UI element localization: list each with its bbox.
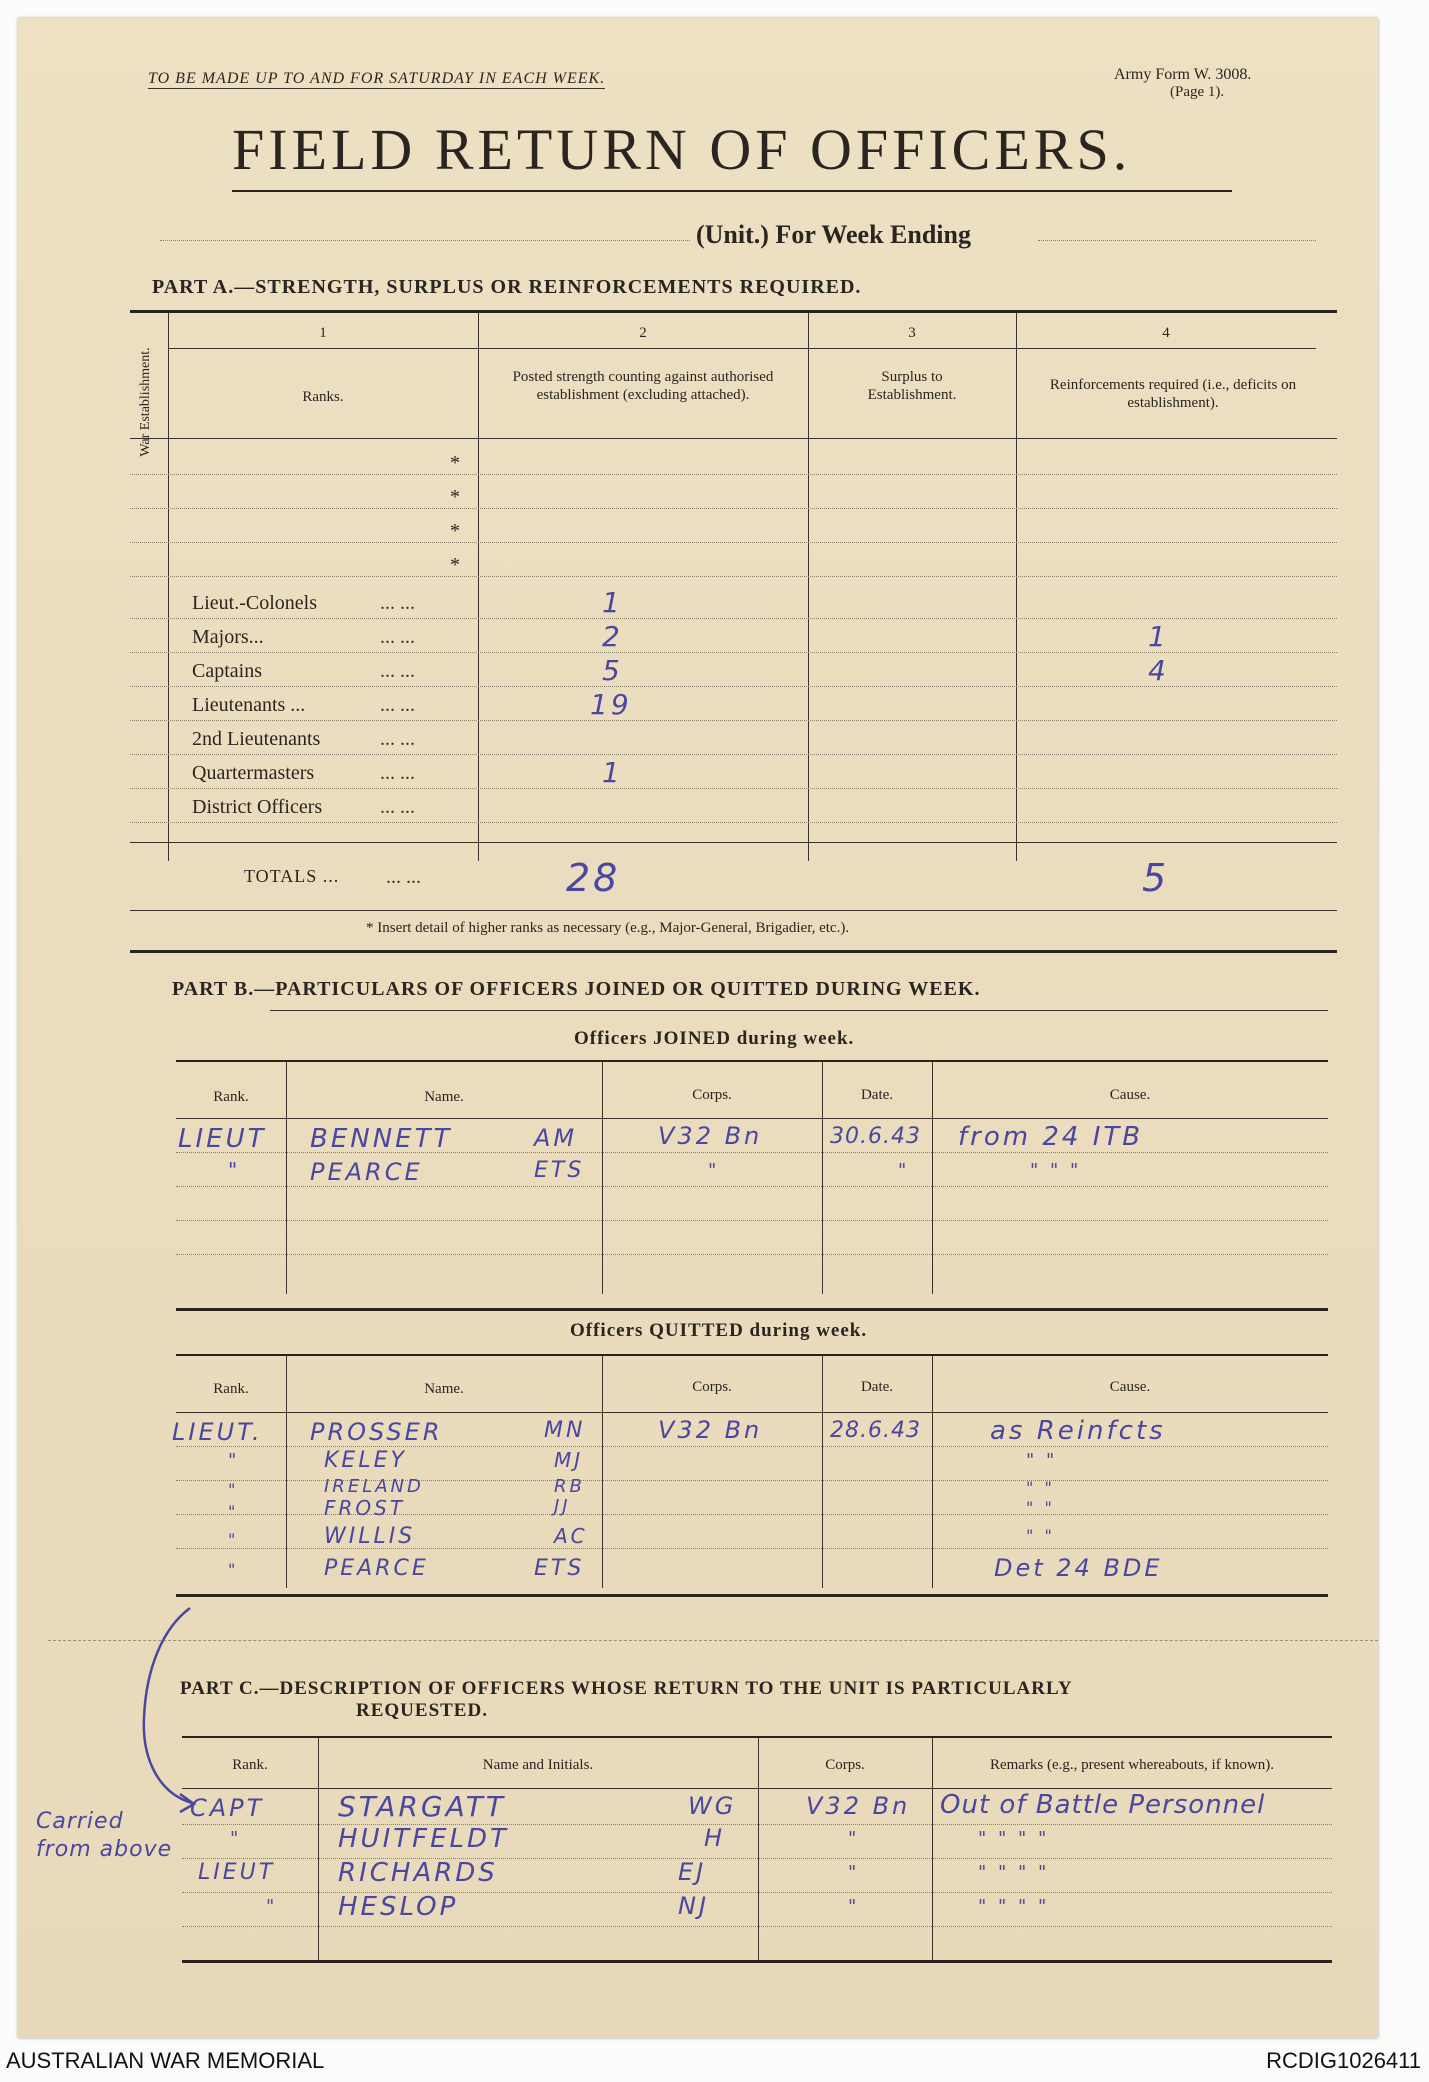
joined-init-1: AM — [534, 1124, 578, 1152]
joined-col-name: Name. — [424, 1089, 464, 1105]
rank-lieut-colonels: Lieut.-Colonels — [192, 592, 317, 614]
part-c-corps-4: " — [848, 1896, 860, 1917]
row-dots: ... ... — [386, 866, 421, 888]
quitted-name-1: PROSSER — [310, 1418, 443, 1446]
quitted-init-1: MN — [544, 1418, 586, 1443]
row-dots: ... ... — [380, 592, 415, 614]
quitted-col-cause: Cause. — [1109, 1379, 1151, 1395]
margin-note: Carried from above — [36, 1809, 173, 1862]
part-c-name-4: HESLOP — [338, 1892, 459, 1922]
joined-cause-1: from 24 ITB — [958, 1122, 1144, 1152]
totals-posted: 28 — [566, 856, 621, 900]
quitted-rank-4: " — [228, 1502, 239, 1521]
joined-title: Officers JOINED during week. — [574, 1028, 855, 1049]
joined-rank-1: LIEUT — [178, 1124, 267, 1154]
quitted-cause-6: Det 24 BDE — [994, 1554, 1163, 1582]
rank-district-officers: District Officers — [192, 796, 323, 818]
quitted-col-rank: Rank. — [213, 1381, 249, 1397]
joined-init-2: ETS — [534, 1158, 585, 1183]
top-note: TO BE MADE UP TO AND FOR SATURDAY IN EACH WEEK. — [148, 70, 606, 87]
reinf-majors: 1 — [1148, 620, 1169, 653]
quitted-cause-3: " " — [1026, 1478, 1055, 1497]
part-c-corps-1: V32 Bn — [806, 1792, 911, 1820]
quitted-cause-1: as Reinfcts — [990, 1416, 1166, 1446]
form-title: FIELD RETURN OF OFFICERS. — [232, 117, 1132, 182]
col-head-reinforcements: Reinforcements required (i.e., deficits on establishment). — [1049, 377, 1297, 411]
star-3: * — [450, 520, 460, 542]
part-c-col-rank: Rank. — [232, 1757, 268, 1773]
part-a-footnote: * Insert detail of higher ranks as necessary (e.g., Major-General, Brigadier, etc.). — [366, 920, 850, 936]
row-dots: ... ... — [380, 796, 415, 818]
part-c-rank-2: " — [230, 1828, 242, 1849]
part-c-corps-2: " — [848, 1828, 860, 1849]
quitted-init-5: AC — [554, 1524, 588, 1548]
row-dots: ... ... — [380, 660, 415, 682]
quitted-col-name: Name. — [424, 1381, 464, 1397]
posted-quartermasters: 1 — [602, 756, 623, 789]
posted-majors: 2 — [602, 620, 623, 653]
part-c-heading-line-2: REQUESTED. — [356, 1700, 488, 1721]
quitted-init-6: ETS — [534, 1556, 585, 1581]
reinf-captains: 4 — [1148, 654, 1169, 687]
quitted-name-5: WILLIS — [324, 1524, 416, 1549]
col-head-posted: Posted strength counting against authorised establishment (excluding attached). — [512, 369, 774, 403]
quitted-name-4: FROST — [324, 1496, 406, 1520]
col-number-4: 4 — [1162, 325, 1170, 341]
part-c-name-2: HUITFELDT — [338, 1824, 509, 1854]
joined-name-1: BENNETT — [310, 1124, 453, 1154]
rank-majors: Majors... — [192, 626, 264, 648]
rank-2nd-lieutenants: 2nd Lieutenants — [192, 728, 321, 750]
part-c-corps-3: " — [848, 1862, 860, 1883]
quitted-date-1: 28.6.43 — [830, 1418, 921, 1443]
col-number-1: 1 — [319, 325, 327, 341]
posted-lieut-colonels: 1 — [602, 586, 623, 619]
quitted-name-3: IRELAND — [324, 1476, 424, 1497]
war-establishment-label: War Establishment. — [138, 347, 153, 457]
col-head-ranks: Ranks. — [302, 389, 344, 405]
col-head-surplus: Surplus to Establishment. — [867, 369, 957, 403]
quitted-name-2: KELEY — [324, 1448, 407, 1473]
joined-col-date: Date. — [860, 1087, 894, 1103]
posted-lieutenants: 19 — [590, 688, 632, 721]
quitted-corps-1: V32 Bn — [658, 1416, 763, 1444]
col-number-3: 3 — [908, 325, 916, 341]
col-number-2: 2 — [639, 325, 647, 341]
part-c-name-3: RICHARDS — [338, 1858, 498, 1888]
star-2: * — [450, 486, 460, 508]
part-b-heading: PART B.—PARTICULARS OF OFFICERS JOINED OR QUITTED DURING WEEK. — [172, 978, 981, 1000]
rank-lieutenants: Lieutenants ... — [192, 694, 306, 716]
form-number: Army Form W. 3008. — [1114, 66, 1252, 83]
part-c-remarks-2: " " " " — [978, 1828, 1050, 1849]
totals-reinforcements: 5 — [1142, 856, 1170, 900]
totals-label: TOTALS ... — [244, 866, 340, 886]
quitted-col-date: Date. — [860, 1379, 894, 1395]
posted-captains: 5 — [602, 654, 623, 687]
part-c-rank-1: CAPT — [190, 1794, 265, 1822]
star-4: * — [450, 554, 460, 576]
joined-rank-2: " — [228, 1158, 241, 1182]
rank-quartermasters: Quartermasters — [192, 762, 315, 784]
quitted-init-3: RB — [554, 1476, 585, 1497]
quitted-cause-2: " " — [1026, 1450, 1058, 1471]
quitted-rank-3: " — [228, 1480, 239, 1499]
quitted-name-6: PEARCE — [324, 1556, 429, 1581]
page-number: (Page 1). — [1170, 84, 1225, 100]
part-c-init-1: WG — [688, 1792, 737, 1820]
part-c-rank-3: LIEUT — [198, 1860, 276, 1885]
joined-date-2: " — [898, 1160, 910, 1181]
part-c-init-4: NJ — [678, 1892, 710, 1920]
quitted-rank-2: " — [228, 1450, 240, 1471]
part-c-init-3: EJ — [678, 1858, 707, 1886]
joined-col-corps: Corps. — [692, 1087, 732, 1103]
joined-col-cause: Cause. — [1109, 1087, 1151, 1103]
star-1: * — [450, 452, 460, 474]
joined-date-1: 30.6.43 — [830, 1124, 921, 1149]
part-c-remarks-3: " " " " — [978, 1862, 1050, 1883]
joined-name-2: PEARCE — [310, 1158, 423, 1186]
row-dots: ... ... — [380, 694, 415, 716]
joined-cause-2: " " " — [1030, 1160, 1082, 1181]
quitted-rank-6: " — [228, 1560, 239, 1579]
part-c-init-2: H — [704, 1824, 726, 1852]
part-c-name-1: STARGATT — [338, 1790, 506, 1823]
quitted-rank-1: LIEUT. — [172, 1418, 263, 1446]
row-dots: ... ... — [380, 626, 415, 648]
part-c-col-name: Name and Initials. — [482, 1757, 594, 1773]
part-c-col-remarks: Remarks (e.g., present whereabouts, if known). — [989, 1757, 1275, 1773]
unit-line: (Unit.) For Week Ending — [696, 220, 971, 249]
joined-corps-1: V32 Bn — [658, 1122, 763, 1150]
quitted-cause-5: " " — [1026, 1526, 1055, 1545]
joined-corps-2: " — [708, 1160, 720, 1181]
part-c-heading-line-1: PART C.—DESCRIPTION OF OFFICERS WHOSE RETURN TO THE UNIT IS PARTICULARLY — [180, 1678, 1073, 1699]
form-sheet — [18, 18, 1378, 2038]
carried-arrow — [118, 1598, 208, 1818]
quitted-title: Officers QUITTED during week. — [570, 1320, 868, 1341]
joined-col-rank: Rank. — [213, 1089, 249, 1105]
quitted-cause-4: " " — [1026, 1498, 1055, 1517]
footer-left: AUSTRALIAN WAR MEMORIAL — [6, 2048, 325, 2073]
part-c-rank-4: " — [266, 1896, 278, 1917]
rank-captains: Captains — [192, 660, 262, 682]
row-dots: ... ... — [380, 728, 415, 750]
part-a-heading: PART A.—STRENGTH, SURPLUS OR REINFORCEMENTS REQUIRED. — [152, 276, 862, 298]
part-c-remarks-4: " " " " — [978, 1896, 1050, 1917]
quitted-rank-5: " — [228, 1530, 239, 1549]
quitted-init-2: MJ — [554, 1448, 584, 1472]
quitted-init-4: JJ — [554, 1496, 571, 1517]
part-c-remarks-1: Out of Battle Personnel — [940, 1790, 1266, 1820]
part-c-col-corps: Corps. — [825, 1757, 865, 1773]
quitted-col-corps: Corps. — [692, 1379, 732, 1395]
perforation-line — [48, 1640, 1378, 1641]
row-dots: ... ... — [380, 762, 415, 784]
footer-right: RCDIG1026411 — [1266, 2048, 1421, 2073]
